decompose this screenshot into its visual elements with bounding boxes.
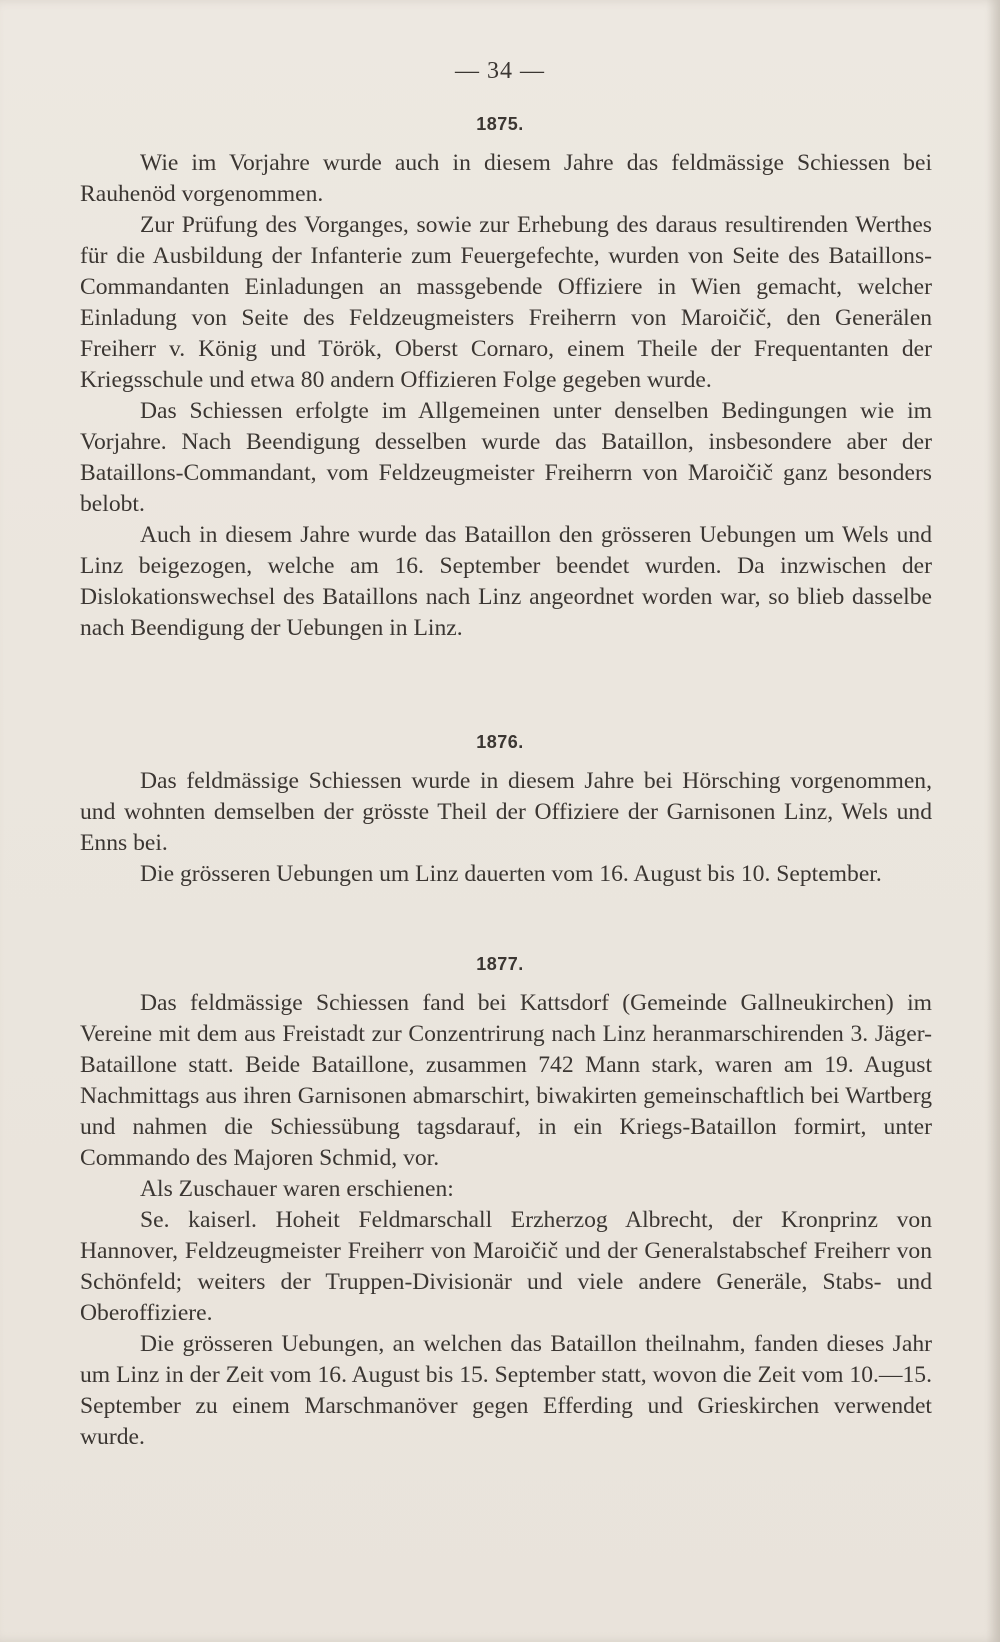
paragraph: Die grösseren Uebungen, an welchen das Bataillon theilnahm, fanden dieses Jahr um Linz in der Zeit vom 16. August bis 15. September statt, wovon die Zeit vom 10.—15. September zu einem Marschmanöver gegen Efferding und Grieskirchen verwendet wurde.	[80, 1331, 932, 1450]
page-edge-shadow	[986, 0, 1000, 1642]
section-heading-1877: 1877.	[476, 954, 524, 974]
section-body-1875	[80, 148, 932, 644]
section-body-1876	[80, 766, 932, 890]
paragraph: Als Zuschauer waren erschienen:	[140, 1176, 454, 1202]
paragraph: Das feldmässige Schiessen fand bei Kattsdorf (Gemeinde Gallneukirchen) im Vereine mit dem aus Freistadt zur Conzentrirung nach Linz heranmarschirenden 3. Jäger-Bataillone statt. Beide Bataillone, zusammen 742 Mann stark, waren am 19. August Nachmittags aus ihren Garnisonen abmarschirt, biwakirten gemeinschaftlich bei Wartberg und nahmen die Schiessübung tagsdarauf, in ein Kriegs-Bataillon formirt, unter Commando des Majoren Schmid, vor.	[80, 990, 932, 1171]
section-heading-1876: 1876.	[476, 732, 524, 752]
section-heading-1875: 1875.	[476, 114, 524, 134]
paragraph: Das Schiessen erfolgte im Allgemeinen unter denselben Bedingungen wie im Vorjahre. Nach Beendigung desselben wurde das Bataillon, insbesondere aber der Bataillons-Commandant, vom Feldzeugmeister Freiherrn von Maroičič ganz besonders belobt.	[80, 398, 932, 517]
paragraph: Auch in diesem Jahre wurde das Bataillon den grösseren Uebungen um Wels und Linz beigezogen, welche am 16. September beendet wurden. Da inzwischen der Dislokationswechsel des Bataillons nach Linz angeordnet worden war, so blieb dasselbe nach Beendigung der Uebungen in Linz.	[80, 522, 932, 641]
paragraph: Zur Prüfung des Vorganges, sowie zur Erhebung des daraus resultirenden Werthes für die Ausbildung der Infanterie zum Feuergefechte, wurden von Seite des Bataillons-Commandanten Einladungen an massgebende Offiziere in Wien gemacht, welcher Einladung von Seite des Feldzeugmeisters Freiherrn von Maroičič, den Generälen Freiherr v. König und Török, Oberst Cornaro, einem Theile der Frequentanten der Kriegsschule und etwa 80 andern Offizieren Folge gegeben wurde.	[80, 212, 932, 393]
paragraph: Wie im Vorjahre wurde auch in diesem Jahre das feldmässige Schiessen bei Rauhenöd vorgenommen.	[80, 150, 932, 207]
section-body-1877	[80, 988, 932, 1453]
paragraph: Se. kaiserl. Hoheit Feldmarschall Erzherzog Albrecht, der Kronprinz von Hannover, Feldzeugmeister Freiherr von Maroičič und der Generalstabschef Freiherr von Schönfeld; weiters der Truppen-Divisionär und viele andere Generäle, Stabs- und Oberoffiziere.	[80, 1207, 932, 1326]
paragraph: Das feldmässige Schiessen wurde in diesem Jahre bei Hörsching vorgenommen, und wohnten demselben der grösste Theil der Offiziere der Garnisonen Linz, Wels und Enns bei.	[80, 768, 932, 856]
paragraph: Die grösseren Uebungen um Linz dauerten vom 16. August bis 10. September.	[140, 861, 882, 887]
page-number: — 34 —	[455, 58, 545, 84]
